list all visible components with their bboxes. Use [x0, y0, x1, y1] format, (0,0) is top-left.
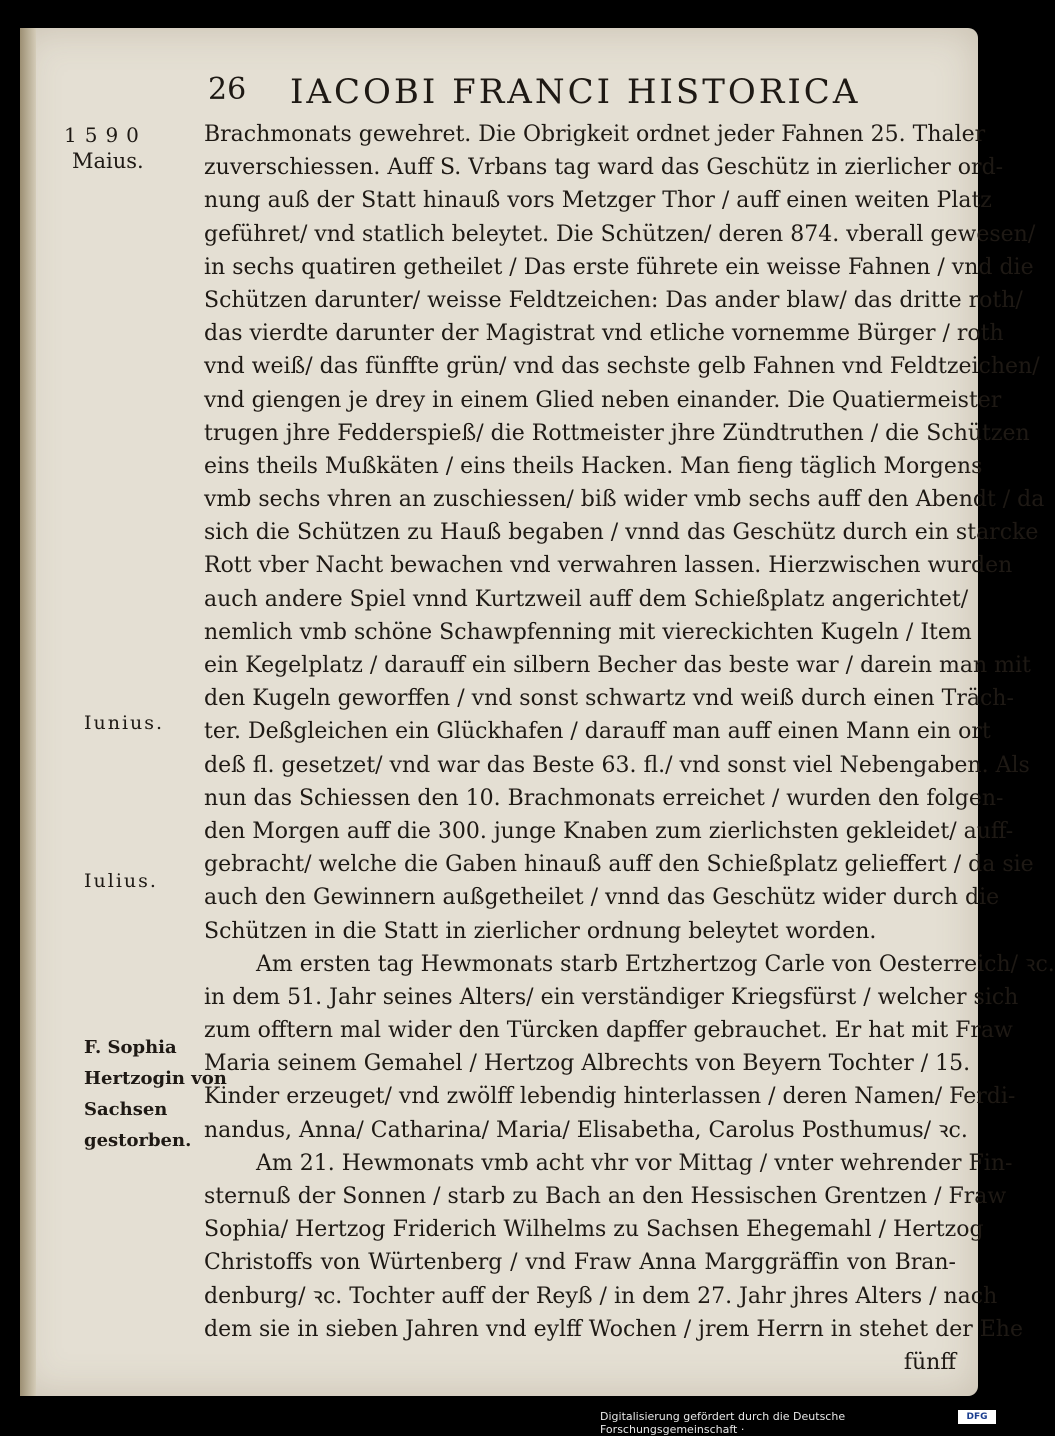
- body-text: [204, 118, 1055, 1375]
- text-line: zum offtern mal wider den Türcken dapffer gebrauchet. Er hat mit Fraw: [204, 1018, 1013, 1044]
- text-line: Brachmonats gewehret. Die Obrigkeit ordnet jeder Fahnen 25. Thaler: [204, 122, 986, 147]
- text-line: den Kugeln geworffen / vnd sonst schwartz vnd weiß durch einen Träch-: [204, 686, 1014, 712]
- dfg-logo[interactable]: DFG: [958, 1410, 996, 1424]
- text-line: nandus, Anna/ Catharina/ Maria/ Elisabetha, Carolus Posthumus/ ꝛc.: [204, 1117, 968, 1143]
- text-line: deß fl. gesetzet/ vnd war das Beste 63. fl./ vnd sonst viel Nebengaben. Als: [204, 752, 1030, 778]
- margin-note-maius: Maius.: [72, 149, 144, 173]
- margin-note-year: 1590: [64, 123, 147, 147]
- margin-note-julius: Iulius.: [84, 870, 158, 892]
- page-header: [200, 72, 900, 112]
- margin-note-sophia: F. Sophia Hertzogin von Sachsen gestorben.: [84, 1037, 227, 1151]
- text-line: vnd weiß/ das fünffte grün/ vnd das sechste gelb Fahnen vnd Feldtzeichen/: [204, 354, 1040, 380]
- text-line: ter. Deßgleichen ein Glückhafen / darauff man auff einen Mann ein ort: [204, 719, 991, 745]
- text-line: Rott vber Nacht bewachen vnd verwahren lassen. Hierzwischen wurden: [204, 553, 1013, 579]
- page-binding-edge: [20, 28, 36, 1396]
- text-line: eins theils Mußkäten / eins theils Hacken. Man fieng täglich Morgens: [204, 453, 983, 479]
- text-line: zuverschiessen. Auff S. Vrbans tag ward das Geschütz in zierlicher ord-: [204, 155, 1004, 181]
- margin-notes: [64, 120, 227, 1180]
- text-line: Schützen in die Statt in zierlicher ordnung beleytet worden.: [204, 918, 877, 944]
- text-line: Am 21. Hewmonats vmb acht vhr vor Mittag / vnter wehrender Fin-: [256, 1150, 1013, 1176]
- catchword: fünff: [903, 1349, 956, 1375]
- text-line: denburg/ ꝛc. Tochter auff der Reyß / in dem 27. Jahr jhres Alters / nach: [204, 1283, 998, 1309]
- text-line: in dem 51. Jahr seines Alters/ ein verständiger Kriegsfürst / welcher sich: [204, 984, 1019, 1010]
- text-line: nemlich vmb schöne Schawpfenning mit viereckichten Kugeln / Item: [204, 619, 972, 645]
- text-line: gebracht/ welche die Gaben hinauß auff den Schießplatz gelieffert / da sie: [204, 852, 1034, 878]
- text-line: nun das Schiessen den 10. Brachmonats erreichet / wurden den folgen-: [204, 785, 1004, 811]
- text-line: Maria seinem Gemahel / Hertzog Albrechts von Beyern Tochter / 15.: [204, 1051, 971, 1077]
- running-title: IACOBI FRANCI HISTORICA: [290, 72, 861, 112]
- text-line: sternuß der Sonnen / starb zu Bach an den Hessischen Grentzen / Fraw: [204, 1184, 1007, 1209]
- text-line: in sechs quatiren getheilet / Das erste führete ein weisse Fahnen / vnd die: [204, 254, 1034, 280]
- text-line: Sophia/ Hertzog Friderich Wilhelms zu Sachsen Ehegemahl / Hertzog: [204, 1217, 984, 1243]
- footer-bar: [600, 1408, 1000, 1436]
- text-line: nung auß der Statt hinauß vors Metzger Thor / auff einen weiten Platz: [204, 188, 992, 214]
- text-line: geführet/ vnd statlich beleytet. Die Schützen/ deren 874. vberall gewesen/: [204, 221, 1036, 247]
- text-line: dem sie in sieben Jahren vnd eylff Wochen / jrem Herrn in stehet der Ehe: [204, 1316, 1023, 1342]
- text-line: trugen jhre Fedderspieß/ die Rottmeister jhre Zündtruthen / die Schützen: [204, 420, 1030, 446]
- text-line: vnd giengen je drey in einem Glied neben einander. Die Quatiermeister: [204, 387, 1002, 413]
- text-line: auch den Gewinnern außgetheilet / vnnd das Geschütz wider durch die: [204, 885, 1000, 911]
- footer-credit: Digitalisierung gefördert durch die Deutsche Forschungsgemeinschaft ·: [600, 1410, 846, 1436]
- text-line: vmb sechs vhren an zuschiessen/ biß wider vmb sechs auff den Abendt / da: [204, 487, 1045, 513]
- margin-note-junius: Iunius.: [84, 712, 165, 734]
- text-line: den Morgen auff die 300. junge Knaben zum zierlichsten gekleidet/ auff-: [204, 818, 1014, 844]
- text-line: Kinder erzeuget/ vnd zwölff lebendig hinterlassen / deren Namen/ Ferdi-: [204, 1084, 1016, 1110]
- page-number: 26: [208, 72, 247, 107]
- text-line: Christoffs von Würtenberg / vnd Fraw Anna Marggräffin von Bran-: [204, 1250, 956, 1276]
- text-line: sich die Schützen zu Hauß begaben / vnnd das Geschütz durch ein starcke: [204, 520, 1039, 546]
- text-line: Schützen darunter/ weisse Feldtzeichen: Das ander blaw/ das dritte roth/: [204, 287, 1023, 313]
- book-page: [20, 28, 1055, 1396]
- text-line: auch andere Spiel vnnd Kurtzweil auff dem Schießplatz angerichtet/: [204, 586, 969, 612]
- text-line: ein Kegelplatz / darauff ein silbern Becher das beste war / darein man mit: [204, 653, 1031, 678]
- text-line: das vierdte darunter der Magistrat vnd etliche vornemme Bürger / roth: [204, 321, 1004, 347]
- text-line: Am ersten tag Hewmonats starb Ertzhertzog Carle von Oesterreich/ ꝛc.: [256, 951, 1055, 977]
